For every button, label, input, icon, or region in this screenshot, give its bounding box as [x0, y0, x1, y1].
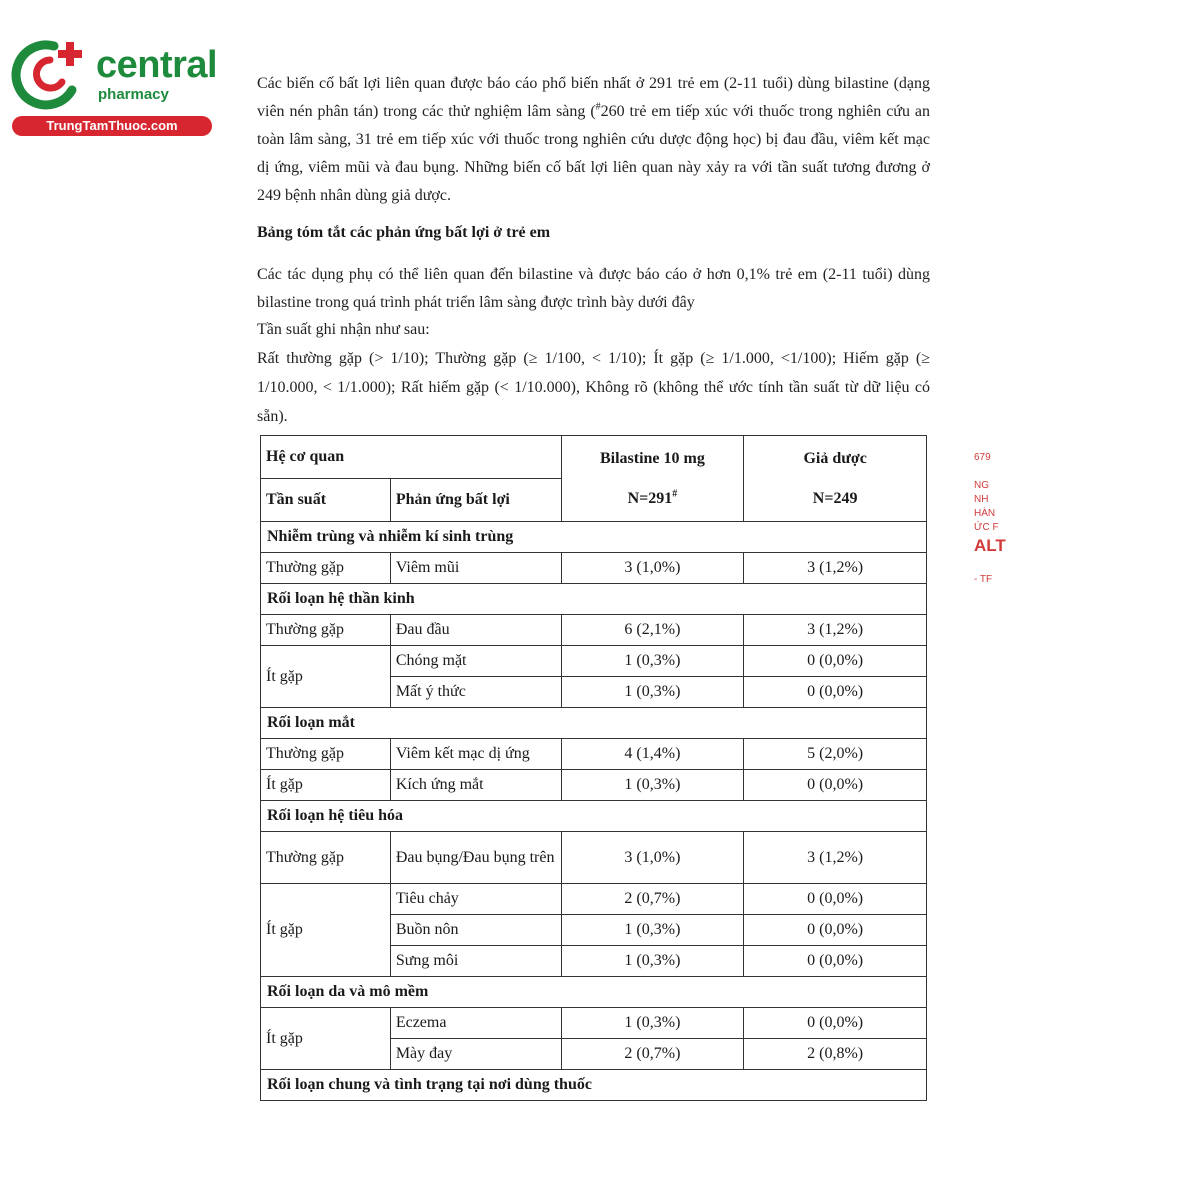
reaction-cell: Eczema — [390, 1008, 561, 1039]
stamp-line: 679 — [974, 452, 991, 463]
section-row — [261, 1070, 927, 1101]
logo-name: central — [96, 44, 218, 86]
placebo-cell: 0 (0,0%) — [744, 1008, 927, 1039]
stamp-line: ỨC F — [974, 522, 999, 533]
reaction-cell: Viêm mũi — [390, 553, 561, 584]
pharmacy-cross-logo-icon — [10, 38, 90, 110]
side-effects-paragraph: Các tác dụng phụ có thể liên quan đến bilastine và được báo cáo ở hơn 0,1% trẻ em (2-11 tuổi) dùng bilastine trong quá trình phát triển lâm sàng được trình bày dưới đây — [257, 266, 930, 311]
placebo-cell: 0 (0,0%) — [744, 677, 927, 708]
table-row — [261, 646, 927, 677]
frequency-cell: Ít gặp — [261, 1008, 391, 1070]
footnote-mark: # — [595, 101, 601, 113]
frequency-cell: Thường gặp — [261, 832, 391, 884]
section-row — [261, 708, 927, 739]
red-stamp-fragment — [972, 448, 1006, 598]
section-row — [261, 977, 927, 1008]
adverse-reactions-table — [260, 435, 927, 1101]
table-row — [261, 770, 927, 801]
stamp-line: - TF — [974, 574, 993, 585]
logo-subtitle: pharmacy — [98, 86, 169, 103]
bilastine-cell: 1 (0,3%) — [561, 946, 744, 977]
reaction-cell: Đau đầu — [390, 615, 561, 646]
table-row — [261, 615, 927, 646]
header-placebo-label: Giả dược — [803, 449, 867, 467]
placebo-cell: 3 (1,2%) — [744, 615, 927, 646]
header-reaction: Phản ứng bất lợi — [390, 479, 561, 522]
table-row — [261, 553, 927, 584]
header-frequency: Tần suất — [261, 479, 391, 522]
section-title: Rối loạn mắt — [261, 708, 927, 739]
frequency-cell: Thường gặp — [261, 615, 391, 646]
placebo-cell: 0 (0,0%) — [744, 646, 927, 677]
header-bilastine — [561, 436, 744, 522]
central-pharmacy-logo[interactable] — [10, 38, 218, 138]
table-row — [261, 739, 927, 770]
header-organ-system: Hệ cơ quan — [261, 436, 562, 479]
section-title: Rối loạn hệ thần kinh — [261, 584, 927, 615]
bilastine-cell: 1 (0,3%) — [561, 1008, 744, 1039]
reaction-cell: Chóng mặt — [390, 646, 561, 677]
stamp-line: NG — [974, 480, 989, 491]
bilastine-cell: 6 (2,1%) — [561, 615, 744, 646]
section-title: Rối loạn da và mô mềm — [261, 977, 927, 1008]
reaction-cell: Sưng môi — [390, 946, 561, 977]
header-placebo — [744, 436, 927, 522]
reaction-cell: Buồn nôn — [390, 915, 561, 946]
logo-website[interactable]: TrungTamThuoc.com — [12, 116, 212, 136]
bilastine-cell: 1 (0,3%) — [561, 915, 744, 946]
frequency-cell: Ít gặp — [261, 770, 391, 801]
bilastine-cell: 4 (1,4%) — [561, 739, 744, 770]
header-placebo-n: N=249 — [812, 489, 858, 507]
frequency-cell: Thường gặp — [261, 553, 391, 584]
stamp-line: NH — [974, 494, 989, 505]
placebo-cell: 3 (1,2%) — [744, 553, 927, 584]
reaction-cell: Mất ý thức — [390, 677, 561, 708]
section-row — [261, 522, 927, 553]
reaction-cell: Viêm kết mạc dị ứng — [390, 739, 561, 770]
bilastine-cell: 1 (0,3%) — [561, 646, 744, 677]
bilastine-cell: 2 (0,7%) — [561, 884, 744, 915]
intro-text-b: 260 trẻ em tiếp xúc với thuốc trong nghiên cứu an toàn lâm sàng, 31 trẻ em tiếp xúc với thuốc trong nghiên cứu dược động học) bị đau đầu, viêm kết mạc dị ứng, viêm mũi và đau bụng. Những biến cố bất lợi liên quan này xảy ra với tần suất tương đương ở 249 bệnh nhân dùng giả dược. — [257, 103, 930, 204]
placebo-cell: 0 (0,0%) — [744, 884, 927, 915]
placebo-cell: 3 (1,2%) — [744, 832, 927, 884]
table-row — [261, 832, 927, 884]
table-row — [261, 1008, 927, 1039]
placebo-cell: 0 (0,0%) — [744, 915, 927, 946]
bilastine-cell: 1 (0,3%) — [561, 770, 744, 801]
reaction-cell: Kích ứng mắt — [390, 770, 561, 801]
frequency-cell: Thường gặp — [261, 739, 391, 770]
frequency-cell: Ít gặp — [261, 646, 391, 708]
section-row — [261, 584, 927, 615]
section-title: Rối loạn hệ tiêu hóa — [261, 801, 927, 832]
bilastine-cell: 3 (1,0%) — [561, 832, 744, 884]
intro-paragraph — [257, 70, 930, 210]
section-title: Nhiễm trùng và nhiễm kí sinh trùng — [261, 522, 927, 553]
stamp-line: HÀN — [974, 508, 996, 519]
reaction-cell: Tiêu chảy — [390, 884, 561, 915]
section-heading: Bảng tóm tắt các phản ứng bất lợi ở trẻ em — [257, 224, 551, 241]
reaction-cell: Mày đay — [390, 1039, 561, 1070]
reaction-cell: Đau bụng/Đau bụng trên — [390, 832, 561, 884]
section-row — [261, 801, 927, 832]
placebo-cell: 0 (0,0%) — [744, 946, 927, 977]
frequency-intro: Tần suất ghi nhận như sau: — [257, 321, 430, 338]
bilastine-cell: 1 (0,3%) — [561, 677, 744, 708]
frequency-definitions: Rất thường gặp (> 1/10); Thường gặp (≥ 1/100, < 1/10); Ít gặp (≥ 1/1.000, <1/100); Hiếm gặp (≥ 1/10.000, < 1/1.000); Rất hiếm gặp (< 1/10.000), Không rõ (không thể ước tính tần suất từ dữ liệu có sẵn). — [257, 350, 930, 425]
placebo-cell: 5 (2,0%) — [744, 739, 927, 770]
header-bilastine-label: Bilastine 10 mg — [599, 449, 705, 467]
header-bilastine-n: N=291# — [627, 488, 678, 507]
bilastine-cell: 3 (1,0%) — [561, 553, 744, 584]
stamp-line: ALT — [974, 536, 1006, 555]
table-row — [261, 884, 927, 915]
bilastine-cell: 2 (0,7%) — [561, 1039, 744, 1070]
frequency-cell: Ít gặp — [261, 884, 391, 977]
placebo-cell: 2 (0,8%) — [744, 1039, 927, 1070]
placebo-cell: 0 (0,0%) — [744, 770, 927, 801]
section-title: Rối loạn chung và tình trạng tại nơi dùng thuốc — [261, 1070, 927, 1101]
intro-text-a: Các biến cố bất lợi liên quan được báo cáo phổ biến nhất ở 291 trẻ em (2-11 tuổi) dùng bilastine (dạng viên nén phân tán) trong các thử nghiệm lâm sàng ( — [257, 75, 930, 120]
